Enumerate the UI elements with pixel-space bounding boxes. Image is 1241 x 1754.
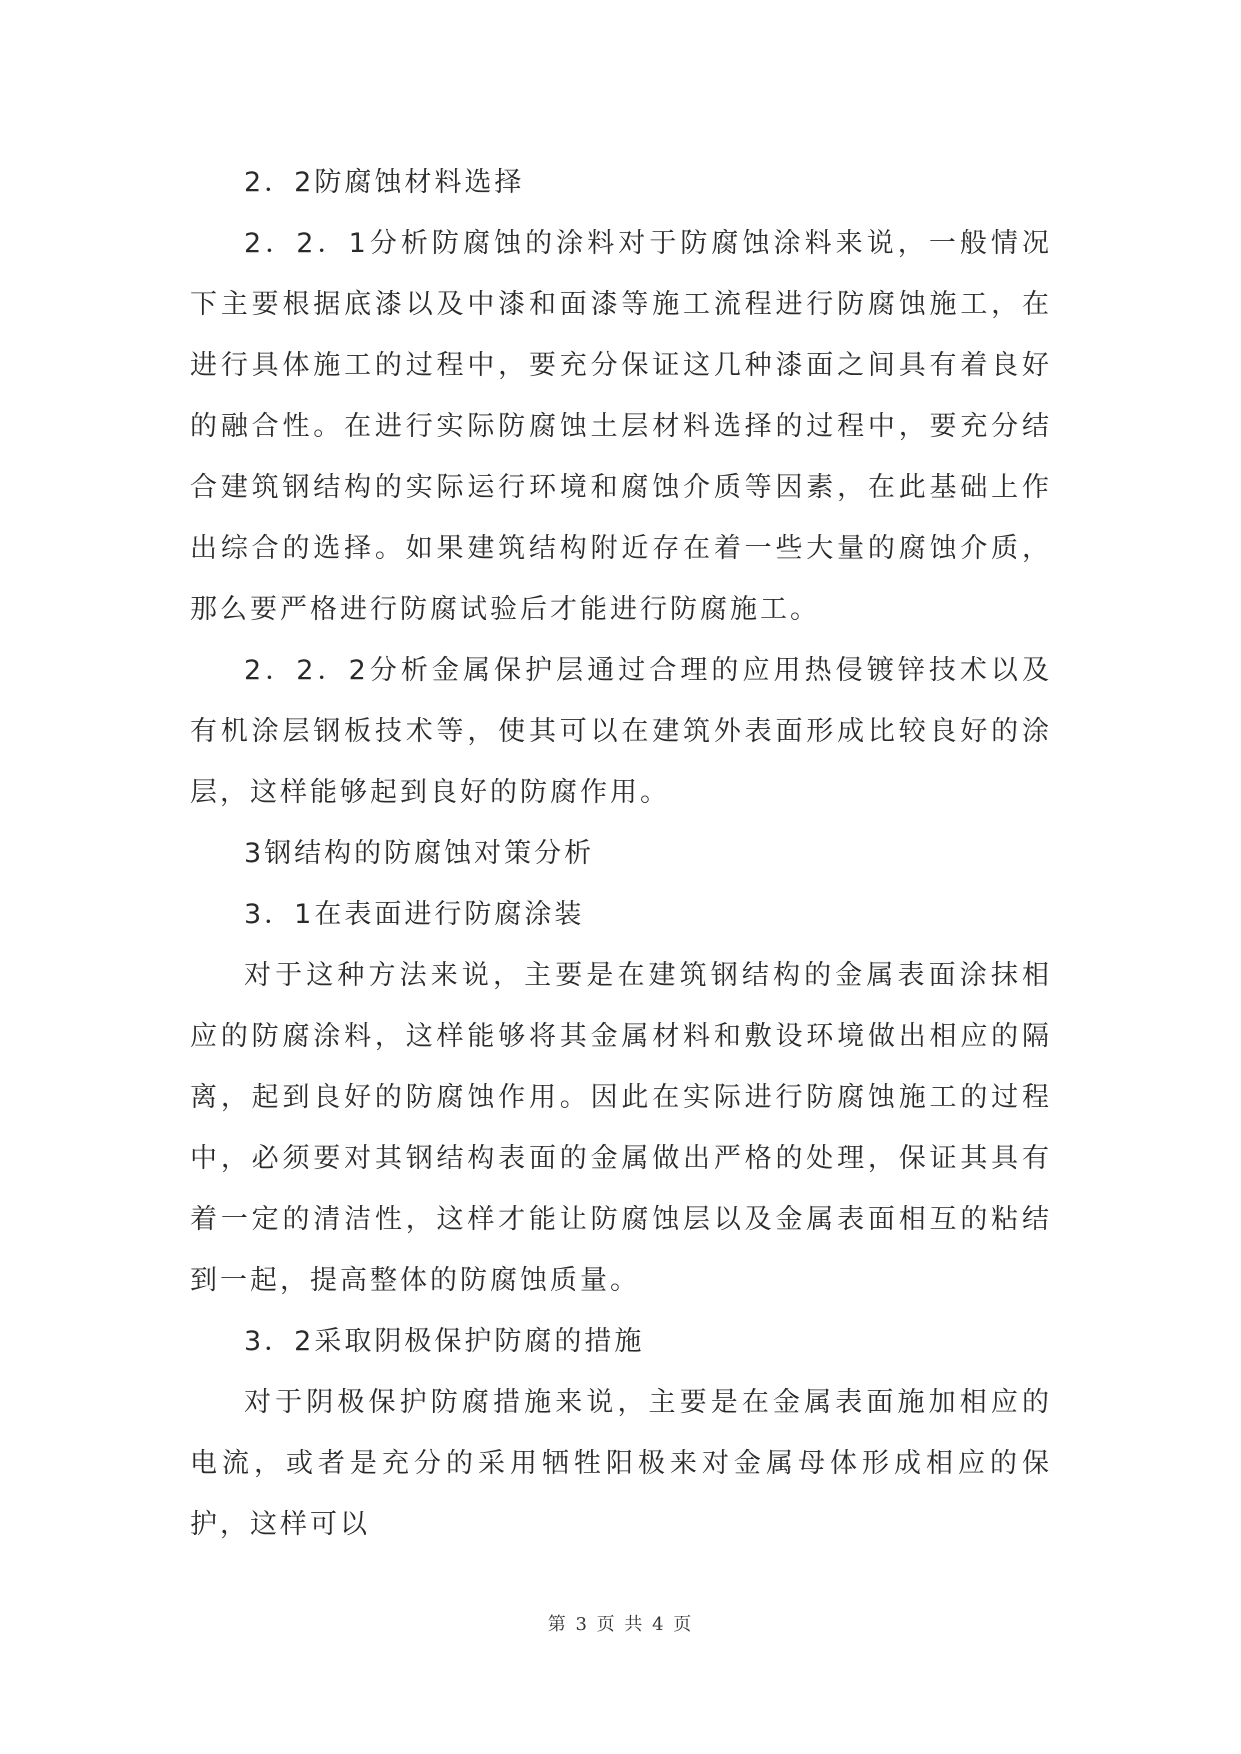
section-heading-3-2: 3．2采取阴极保护防腐的措施: [244, 1326, 645, 1357]
section-heading-3-1: 3．1在表面进行防腐涂装: [244, 899, 585, 930]
document-body: [190, 152, 1052, 1555]
page-footer: 第 3 页 共 4 页: [547, 1614, 694, 1635]
paragraph-3-1: 对于这种方法来说，主要是在建筑钢结构的金属表面涂抹相应的防腐涂料，这样能够将其金属材料和敷设环境做出相应的隔离，起到良好的防腐蚀作用。因此在实际进行防腐蚀施工的过程中，必须要对其钢结构表面的金属做出严格的处理，保证其具有着一定的清洁性，这样才能让防腐蚀层以及金属表面相互的粘结到一起，提高整体的防腐蚀质量。: [190, 960, 1052, 1296]
paragraph-3-2: 对于阴极保护防腐措施来说，主要是在金属表面施加相应的电流，或者是充分的采用牺牲阳极来对金属母体形成相应的保护，这样可以: [190, 1387, 1052, 1540]
section-heading-3: 3钢结构的防腐蚀对策分析: [244, 838, 595, 869]
paragraph-2-2-1: 2．2．1分析防腐蚀的涂料对于防腐蚀涂料来说，一般情况下主要根据底漆以及中漆和面漆等施工流程进行防腐蚀施工，在进行具体施工的过程中，要充分保证这几种漆面之间具有着良好的融合性。在进行实际防腐蚀土层材料选择的过程中，要充分结合建筑钢结构的实际运行环境和腐蚀介质等因素，在此基础上作出综合的选择。如果建筑结构附近存在着一些大量的腐蚀介质，那么要严格进行防腐试验后才能进行防腐施工。: [190, 228, 1052, 625]
paragraph-2-2-2: 2．2．2分析金属保护层通过合理的应用热侵镀锌技术以及有机涂层钢板技术等，使其可以在建筑外表面形成比较良好的涂层，这样能够起到良好的防腐作用。: [190, 655, 1052, 808]
section-heading-2-2: 2．2防腐蚀材料选择: [244, 167, 525, 198]
